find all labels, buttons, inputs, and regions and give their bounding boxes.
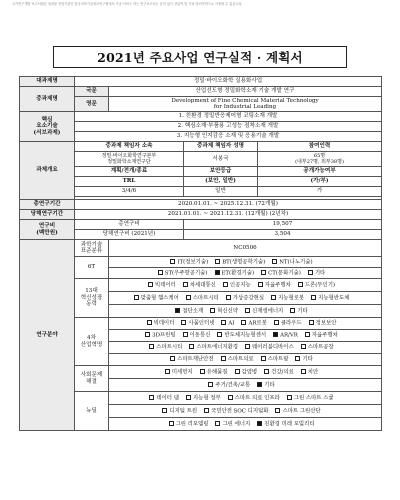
checkbox-empty-icon[interactable] [235, 369, 240, 374]
row-total-period [20, 200, 382, 210]
checkbox-empty-icon[interactable] [221, 320, 226, 325]
option-label: 맞춤형 헬스케어 [140, 295, 179, 302]
option-label: 신재생에너지 [252, 308, 284, 315]
checkbox-checked-icon[interactable] [257, 421, 262, 426]
checkbox-empty-icon[interactable] [134, 295, 139, 300]
option-label: 기타 [297, 308, 308, 315]
label-social-line-1: 사회문제 [80, 372, 103, 379]
tech-class-label-1: 과학기술 [80, 241, 103, 248]
option-label: 빅데이터 [153, 320, 175, 327]
option-label: 사물인터넷 [188, 320, 215, 327]
option-item[interactable] [264, 369, 294, 376]
checkbox-empty-icon[interactable] [274, 320, 279, 325]
option-item[interactable] [170, 356, 213, 363]
checkbox-empty-icon[interactable] [208, 382, 213, 387]
options-6t-line [109, 268, 382, 279]
option-item[interactable] [215, 421, 250, 428]
option-label: 차세대통신 [189, 282, 216, 289]
checkbox-empty-icon[interactable] [275, 408, 280, 413]
options-4ir-line [109, 318, 382, 330]
option-label: 데이터 댐 [156, 395, 179, 402]
value-security: 일반 [184, 187, 258, 197]
option-item[interactable] [149, 395, 179, 402]
option-label: 스마트의료 [227, 356, 254, 363]
row-plan-header-1 [20, 167, 382, 177]
option-item[interactable] [158, 270, 208, 277]
row-4ir-1 [20, 318, 382, 330]
checkbox-empty-icon[interactable] [298, 282, 303, 287]
option-label: 혁신신약 [217, 308, 239, 315]
core-tech-label-1: 핵심 [41, 116, 53, 123]
label-english: 영문 [75, 97, 109, 112]
checkbox-empty-icon[interactable] [149, 395, 154, 400]
options-newdeal-line [109, 392, 382, 405]
option-item[interactable] [261, 270, 301, 277]
option-label: AR/VR [280, 332, 298, 339]
row-overview-values [20, 152, 382, 167]
option-item[interactable] [228, 395, 280, 402]
label-participants: 참여인력 [258, 142, 382, 152]
checkbox-empty-icon[interactable] [189, 344, 194, 349]
checkbox-empty-icon[interactable] [241, 320, 246, 325]
checkbox-empty-icon[interactable] [183, 332, 188, 337]
option-label: 스마트공장 [307, 344, 334, 351]
option-item[interactable] [215, 259, 265, 266]
option-label: 가상증강현실 [232, 295, 265, 302]
checkbox-empty-icon[interactable] [261, 270, 266, 275]
option-label: 기타 [264, 382, 275, 389]
checkbox-empty-icon[interactable] [158, 270, 163, 275]
value-plan-type: 3/4/6 [75, 187, 184, 197]
option-item[interactable] [208, 382, 250, 389]
option-item[interactable] [134, 295, 179, 302]
label-total-period: 총연구기간 [20, 200, 75, 210]
option-item[interactable] [295, 356, 312, 363]
option-item[interactable] [215, 270, 255, 277]
label-13-line-2: 혁신성장 [80, 294, 103, 301]
checkbox-empty-icon[interactable] [261, 356, 266, 361]
option-label: 이동통신 [189, 332, 211, 339]
checkbox-empty-icon[interactable] [272, 259, 277, 264]
options-4ir-line [109, 354, 382, 366]
budget-label-1: 연구비 [38, 223, 56, 230]
label-disclosure-sub: (가/부) [258, 177, 382, 187]
checkbox-empty-icon[interactable] [148, 282, 153, 287]
option-item[interactable] [145, 332, 175, 339]
option-label: AR로봇 [248, 320, 267, 327]
checkbox-empty-icon[interactable] [181, 320, 186, 325]
option-label: 스마트시티 [192, 295, 219, 302]
option-item[interactable] [204, 408, 268, 415]
option-label: 기타 [302, 356, 313, 363]
checkbox-empty-icon[interactable] [165, 369, 170, 374]
label-budget [20, 220, 75, 240]
value-mid-project-en [109, 97, 382, 112]
option-item[interactable] [165, 369, 193, 376]
checkbox-empty-icon[interactable] [228, 395, 233, 400]
options-4ir-line [109, 330, 382, 342]
option-label: 인공지능 [229, 282, 251, 289]
value-current-period: 2021.01.01. ~ 2021.12.31. (12개월) (2년차) [75, 210, 382, 220]
label-disclosure: 공개가능여부 [258, 167, 382, 177]
checkbox-empty-icon[interactable] [245, 344, 250, 349]
option-label: CT(문화기술) [268, 270, 301, 277]
option-label: 스마트재난안전 [177, 356, 214, 363]
option-label: 첨단소재 [182, 308, 204, 315]
option-label: 스마트 그린산단 [282, 408, 321, 415]
option-label: BT(생명공학기술) [222, 259, 266, 266]
option-label: 지능형반도체 [318, 295, 350, 302]
label-task-overview: 과제개요 [20, 142, 75, 200]
checkbox-empty-icon[interactable] [162, 408, 167, 413]
option-item[interactable] [273, 332, 298, 339]
checkbox-empty-icon[interactable] [301, 369, 306, 374]
tech-class-label-2: 표준분류 [80, 248, 103, 254]
option-label: 국민안전 SOC 디지털화 [211, 408, 269, 415]
option-label: ST(우주항공기술) [164, 270, 208, 277]
option-label: 정보보안 [315, 320, 337, 327]
row-current-period [20, 210, 382, 220]
core-tech-item: 1. 친환경 정밀반응제어형 코팅소재 개발 [75, 112, 382, 122]
document-title: 2021년 주요사업 연구실적 · 계획서 [53, 46, 347, 68]
option-label: 빅데이터 [155, 282, 176, 289]
option-item[interactable] [221, 320, 234, 327]
checkbox-empty-icon[interactable] [147, 320, 152, 325]
label-leader-org: 중과제 책임자 소속 [75, 142, 184, 152]
option-label: 스마트시티 [156, 344, 183, 351]
checkbox-checked-icon[interactable] [215, 270, 220, 275]
label-6t: 6T [75, 257, 109, 279]
row-social-1 [20, 366, 382, 379]
checkbox-empty-icon[interactable] [301, 344, 306, 349]
option-item[interactable] [181, 320, 214, 327]
value-major-project: 정밀·바이오화학 실용화사업 [75, 77, 382, 87]
checkbox-empty-icon[interactable] [258, 282, 263, 287]
option-item[interactable] [309, 320, 337, 327]
option-label: 스마트팜 [267, 356, 289, 363]
option-item[interactable] [308, 270, 325, 277]
option-item[interactable] [149, 344, 182, 351]
option-label: ET(환경기술) [221, 270, 255, 277]
option-item[interactable] [162, 408, 197, 415]
checkbox-checked-icon[interactable] [273, 332, 278, 337]
option-label: 치안 [307, 369, 319, 376]
option-label: 미세먼지 [171, 369, 193, 376]
option-item[interactable] [186, 395, 221, 402]
label-trl: TRL [75, 177, 184, 187]
option-label: 반도체지능형센서 [224, 332, 267, 339]
option-item[interactable] [170, 259, 208, 266]
value-tech-class: NC0506 [109, 240, 382, 257]
label-current-period: 당해연구기간 [20, 210, 75, 220]
checkbox-empty-icon[interactable] [217, 332, 222, 337]
checkbox-empty-icon[interactable] [186, 295, 191, 300]
value-leader-org [75, 152, 184, 167]
value-leader-name: 서봉국 [184, 152, 258, 167]
options-6t-line [109, 257, 382, 268]
checkbox-empty-icon[interactable] [169, 421, 174, 426]
checkbox-empty-icon[interactable] [223, 282, 228, 287]
option-label: 스마트 의료 인프라 [234, 395, 280, 402]
option-item[interactable] [183, 282, 216, 289]
checkbox-checked-icon[interactable] [257, 382, 262, 387]
option-label: 친환경 미래 모빌리티 [264, 421, 315, 428]
options-social-line [109, 379, 382, 392]
label-security: 보안등급 [184, 167, 258, 177]
label-research-field: 연구분야 [20, 240, 75, 431]
checkbox-empty-icon[interactable] [149, 344, 154, 349]
option-label: AI [228, 320, 235, 327]
option-label: 주거/건축/교통 [215, 382, 251, 389]
option-item[interactable] [210, 308, 238, 315]
option-label: 자율주행차 [264, 282, 291, 289]
option-item[interactable] [175, 308, 203, 315]
option-item[interactable] [186, 295, 219, 302]
row-newdeal-1 [20, 392, 382, 405]
option-item[interactable] [271, 295, 304, 302]
label-13-growth [75, 279, 109, 318]
option-item[interactable] [245, 308, 283, 315]
option-item[interactable] [261, 356, 289, 363]
row-total-budget [20, 220, 382, 230]
row-plan-values [20, 187, 382, 197]
option-label: 3D프린팅 [152, 332, 176, 339]
label-security-sub: (보안, 일반) [184, 177, 258, 187]
option-label: 유해물질 [206, 369, 228, 376]
option-item[interactable] [305, 332, 338, 339]
value-participants [258, 152, 382, 167]
row-overview-header [20, 142, 382, 152]
row-6t-1 [20, 257, 382, 268]
option-item[interactable] [298, 282, 335, 289]
checkbox-empty-icon[interactable] [287, 395, 292, 400]
option-item[interactable] [311, 295, 349, 302]
option-item[interactable] [221, 356, 254, 363]
checkbox-empty-icon[interactable] [183, 282, 188, 287]
top-notice: 국가연구개발 보고서원문 성과물 전담기관인 한국과학기술정보연구원에서 가공·서비스 하는 연구보고서는 동의 없이 상업적 및 기타 영리목적으로 사용할 수 없습니다 [12, 2, 242, 6]
label-total-budget: 총연구비 [75, 220, 184, 230]
label-leader-name: 중과제 책임자 성명 [184, 142, 258, 152]
row-13-1 [20, 279, 382, 292]
option-item[interactable] [301, 369, 318, 376]
option-item[interactable] [258, 282, 291, 289]
options-13-line [109, 279, 382, 292]
option-item[interactable] [226, 295, 264, 302]
checkbox-empty-icon[interactable] [215, 259, 220, 264]
label-core-tech [20, 112, 75, 142]
option-label: 지능형 정부 [192, 395, 221, 402]
participants-line-1: 65명 [313, 152, 326, 159]
option-label: 그린 스마트 스쿨 [293, 395, 334, 402]
option-label: 스마트에너지환경 [196, 344, 239, 351]
row-year-budget [20, 230, 382, 240]
checkbox-empty-icon[interactable] [221, 356, 226, 361]
option-item[interactable] [272, 259, 312, 266]
checkbox-empty-icon[interactable] [215, 421, 220, 426]
label-4ir-line-2: 산업혁명 [80, 341, 103, 348]
checkbox-empty-icon[interactable] [308, 270, 313, 275]
label-mid-project: 중과제명 [20, 87, 75, 112]
core-tech-label-3: (서브과제) [33, 129, 61, 136]
option-item[interactable] [200, 369, 228, 376]
label-13-line-1: 13대 [85, 288, 98, 295]
options-4ir-line [109, 342, 382, 354]
option-item[interactable] [290, 308, 307, 315]
checkbox-empty-icon[interactable] [170, 259, 175, 264]
checkbox-empty-icon[interactable] [309, 320, 314, 325]
label-plan-type: 계획/전개/종료 [75, 167, 184, 177]
english-line-2: for Industrial Leading [213, 104, 277, 110]
english-line-1: Development of Fine Chemical Material Technology [171, 97, 319, 104]
option-item[interactable] [189, 344, 238, 351]
option-item[interactable] [217, 332, 266, 339]
row-plan-header-2 [20, 177, 382, 187]
label-4th-industry [75, 318, 109, 366]
value-total-budget: 19,507 [184, 220, 382, 230]
leader-org-line-2: 정밀화학소재연구단 [107, 159, 151, 165]
checkbox-checked-icon[interactable] [175, 308, 180, 313]
checkbox-empty-icon[interactable] [200, 369, 205, 374]
research-plan-table [19, 76, 382, 431]
option-item[interactable] [257, 382, 274, 389]
participants-line-2: (내부27명, 외부38명) [295, 159, 344, 165]
option-item[interactable] [257, 421, 314, 428]
option-label: 지능형로봇 [278, 295, 305, 302]
label-social-line-2: 해결 [86, 378, 97, 385]
checkbox-empty-icon[interactable] [311, 295, 316, 300]
row-major-project [20, 77, 382, 87]
option-item[interactable] [241, 320, 266, 327]
option-label: 건강/의료 [271, 369, 294, 376]
checkbox-empty-icon[interactable] [145, 332, 150, 337]
option-label: 웨어러블디바이스 [252, 344, 294, 351]
option-label: 그린 에너지 [222, 421, 251, 428]
options-13-line [109, 292, 382, 305]
row-mid-project-kr [20, 87, 382, 97]
value-mid-project-kr: 산업선도형 정밀화학소재 기술 개발 연구 [109, 87, 382, 97]
row-core-tech-3 [20, 132, 382, 142]
label-tech-class [75, 240, 109, 257]
label-korean: 국문 [75, 87, 109, 97]
label-4ir-line-1: 4차 [87, 335, 96, 342]
checkbox-empty-icon[interactable] [186, 395, 191, 400]
checkbox-empty-icon[interactable] [170, 356, 175, 361]
option-label: 클라우드 [280, 320, 302, 327]
value-disclosure: 가 [258, 187, 382, 197]
option-item[interactable] [183, 332, 211, 339]
checkbox-empty-icon[interactable] [290, 308, 295, 313]
option-item[interactable] [223, 282, 251, 289]
row-core-tech-1 [20, 112, 382, 122]
option-item[interactable] [301, 344, 334, 351]
option-item[interactable] [275, 408, 320, 415]
checkbox-empty-icon[interactable] [204, 408, 209, 413]
options-newdeal-line [109, 418, 382, 431]
option-label: IT(정보기술) [177, 259, 209, 266]
checkbox-empty-icon[interactable] [210, 308, 215, 313]
option-label: 디지털 트윈 [169, 408, 198, 415]
option-label: 그린 리모델링 [175, 421, 209, 428]
option-item[interactable] [235, 369, 258, 376]
label-social [75, 366, 109, 392]
option-label: 감염병 [241, 369, 258, 376]
option-item[interactable] [147, 320, 175, 327]
checkbox-empty-icon[interactable] [271, 295, 276, 300]
label-major-project: 대과제명 [20, 77, 75, 87]
option-item[interactable] [148, 282, 176, 289]
option-item[interactable] [245, 344, 294, 351]
options-social-line [109, 366, 382, 379]
leader-org-line-1: 정밀·바이오화학연구본부 [101, 152, 157, 159]
option-label: 기타 [314, 270, 326, 277]
checkbox-empty-icon[interactable] [305, 332, 310, 337]
option-item[interactable] [287, 395, 334, 402]
option-label: 드론(무인기) [304, 282, 336, 289]
options-newdeal-line [109, 405, 382, 418]
core-tech-item: 3. 지능형 인지감응 소재 및 응용기술 개발 [75, 132, 382, 142]
option-label: NT(나노기술) [279, 259, 313, 266]
option-item[interactable] [274, 320, 302, 327]
option-label: 자율주행차 [311, 332, 338, 339]
value-year-budget: 3,504 [184, 230, 382, 240]
option-item[interactable] [169, 421, 209, 428]
budget-label-2: (백만원) [36, 229, 58, 236]
row-core-tech-2 [20, 122, 382, 132]
row-mid-project-en [20, 97, 382, 112]
core-tech-item: 2. 핵심소재·부품용 고성능 점착소재 개발 [75, 122, 382, 132]
label-13-line-3: 동력 [86, 301, 97, 308]
core-tech-label-2: 요소기술 [36, 123, 58, 130]
row-tech-class [20, 240, 382, 257]
checkbox-empty-icon[interactable] [264, 369, 269, 374]
label-new-deal: 뉴딜 [75, 392, 109, 431]
options-13-line [109, 305, 382, 318]
checkbox-empty-icon[interactable] [226, 295, 231, 300]
checkbox-empty-icon[interactable] [245, 308, 250, 313]
checkbox-empty-icon[interactable] [295, 356, 300, 361]
label-year-budget: 당해연구비 (2021년) [75, 230, 184, 240]
value-total-period: 2020.01.01. ~ 2025.12.31. (72개월) [75, 200, 382, 210]
